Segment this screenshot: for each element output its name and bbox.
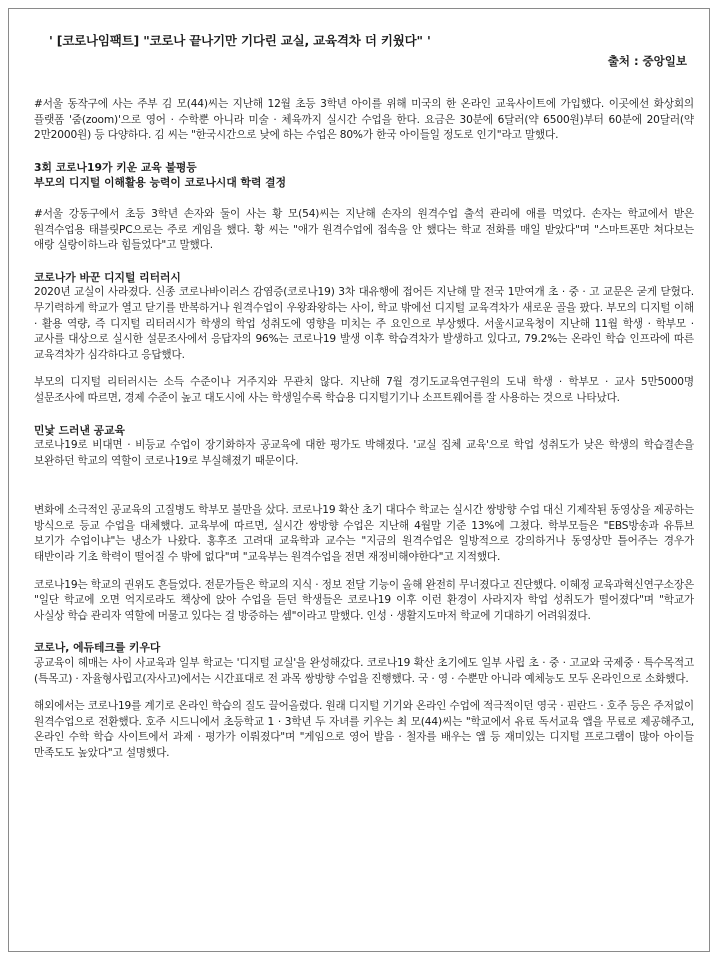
paragraph-9: 해외에서는 코로나19를 계기로 온라인 학습의 질도 끌어올렸다. 원래 디지털 기기와 온라인 수업에 적극적이던 영국 · 핀란드 · 호주 등은 주저없이 원격수업으로 전환했다. 호주 시드니에서 초등학교 1 · 3학년 두 자녀를 키우는 최 모(44)씨는 "학교에서 유료 독서교육 앱을 무료로 제공해주고, 온라인 수학 학습 사이트에서 과제 · 평가가 이뤄졌다"며 "게임으로 영어 발음 · 철자를 배우는 앱 등 재미있는 디지털 프로그램이 많아 아이들 만족도도 높았다"고 설명했다. [34,700,694,759]
paragraph-2: #서울 강동구에서 초등 3학년 손자와 둘이 사는 황 모(54)씨는 지난해 손자의 원격수업 출석 관리에 애를 먹었다. 손자는 학교에서 받은 원격수업용 태블릿PC으로는 주로 게임을 했다. 황 씨는 "애가 원격수업에 접속을 안 했다는 학교 전화를 매일 받았다"며 "스마트폰만 쳐다보는 애랑 실랑이하느라 힘들었다"고 말했다. [34,207,694,252]
paragraph-1: #서울 동작구에 사는 주부 김 모(44)씨는 지난해 12월 초등 3학년 아이를 위해 미국의 한 온라인 교육사이트에 가입했다. 이곳에선 화상회의 플랫폼 '줌(zoom)'으로 영어 · 수학뿐 아니라 미술 · 체육까지 실시간 수업을 한다. 요금은 30분에 6달러(약 6500원)부터 60분에 20달러(약 2만2000원) 등 다양하다. 김 씨는 "한국시간으로 낮에 하는 수업은 80%가 한국 아이들일 정도로 인기"라고 말했다. [34,98,694,142]
paragraph-5: 코로나19로 비대면 · 비등교 수업이 장기화하자 공교육에 대한 평가도 박해졌다. '교실 집체 교육'으로 학업 성취도가 낮은 학생의 학습결손을 보완하던 학교의 역할이 코로나19로 부실해졌기 때문이다. [34,439,694,467]
document-title: ' [코로나임팩트] "코로나 끝나기만 기다린 교실, 교육격차 더 키웠다" ' [49,33,431,48]
section-heading-2: 코로나가 바꾼 디지털 리터러시 [34,270,181,284]
section-heading-3: 민낯 드러낸 공교육 [34,423,125,437]
section-subheading-1: 부모의 디지털 이해활용 능력이 코로나시대 학력 결정 [34,176,287,190]
document-page [8,8,710,952]
section-heading-1: 3회 코로나19가 키운 교육 불평등 [34,160,197,174]
paragraph-6: 변화에 소극적인 공교육의 고질병도 학부모 불만을 샀다. 코로나19 확산 초기 대다수 학교는 실시간 쌍방향 수업 대신 기제작된 동영상을 제공하는 방식으로 등교 수업을 대체했다. 교육부에 따르면, 실시간 쌍방향 수업은 지난해 4월말 기준 13%에 그쳤다. 학부모들은 "EBS방송과 유튜브 보기가 수업이냐"는 냉소가 나왔다. 홍후조 고려대 교육학과 교수는 "지금의 원격수업은 일방적으로 강의하거나 동영상만 틀어주는 경우가 태반이라 기초 학력이 떨어질 수 밖에 없다"며 "교육부는 원격수업을 전면 재정비해야한다"고 지적했다. [34,504,694,564]
document-source: 출처 : 중앙일보 [607,54,687,68]
paragraph-8: 공교육이 헤매는 사이 사교육과 일부 학교는 '디지털 교실'을 완성해갔다. 코로나19 확산 초기에도 일부 사립 초 · 중 · 고교와 국제중 · 특수목적고(특목고) · 자율형사립고(자사고)에서는 시간표대로 전 과목 쌍방향 수업을 진행했다. 국 · 영 · 수뿐만 아니라 예체능도 모두 온라인으로 소화했다. [34,657,694,685]
paragraph-3: 2020년 교실이 사라졌다. 신종 코로나바이러스 감염증(코로나19) 3차 대유행에 접어든 지난해 말 전국 1만여개 초 · 중 · 고 교문은 굳게 닫혔다. 무기력하게 학교가 열고 닫기를 반복하거나 원격수업이 우왕좌왕하는 사이, 학교 밖에선 디지털 교육격차가 새로운 골을 팠다. 부모의 디지털 이해 · 활용 역량, 즉 디지털 리터러시가 학생의 학업 성취도에 영향을 미치는 주 요인으로 부상했다. 서울시교육청이 지난해 11월 학생 · 학부모 · 교사를 대상으로 실시한 설문조사에서 응답자의 96%는 코로나19 발생 이후 학습격차가 발생하고 있다고, 79.2%는 온라인 학습 인프라에 따른 교육격차가 심각하다고 응답했다. [34,286,694,361]
article-body [34,97,694,762]
section-heading-4: 코로나, 에듀테크를 키우다 [34,641,161,655]
paragraph-7: 코로나19는 학교의 권위도 흔들었다. 전문가들은 학교의 지식 · 정보 전달 기능이 올해 완전히 무너졌다고 진단했다. 이혜정 교육과혁신연구소장은 "일단 학교에 오면 억지로라도 책상에 앉아 수업을 듣던 학생들은 코로나19 이후 이런 환경이 사라지자 학업 성취도가 떨어졌다"며 "학교가 사실상 학습 관리자 역할에 머물고 있다는 걸 방증하는 셈"이라고 말했다. 인성 · 생활지도마저 학교에 기대하기 어려워졌다. [34,578,694,622]
paragraph-4: 부모의 디지털 리터러시는 소득 수준이나 거주지와 무관치 않다. 지난해 7월 경기도교육연구원의 도내 학생 · 학부모 · 교사 5만5000명 설문조사에 따르면, 경제 수준이 높고 대도시에 사는 학생일수록 학습용 디지털기기나 소프트웨어를 잘 사용하는 것으로 나타났다. [34,376,694,404]
